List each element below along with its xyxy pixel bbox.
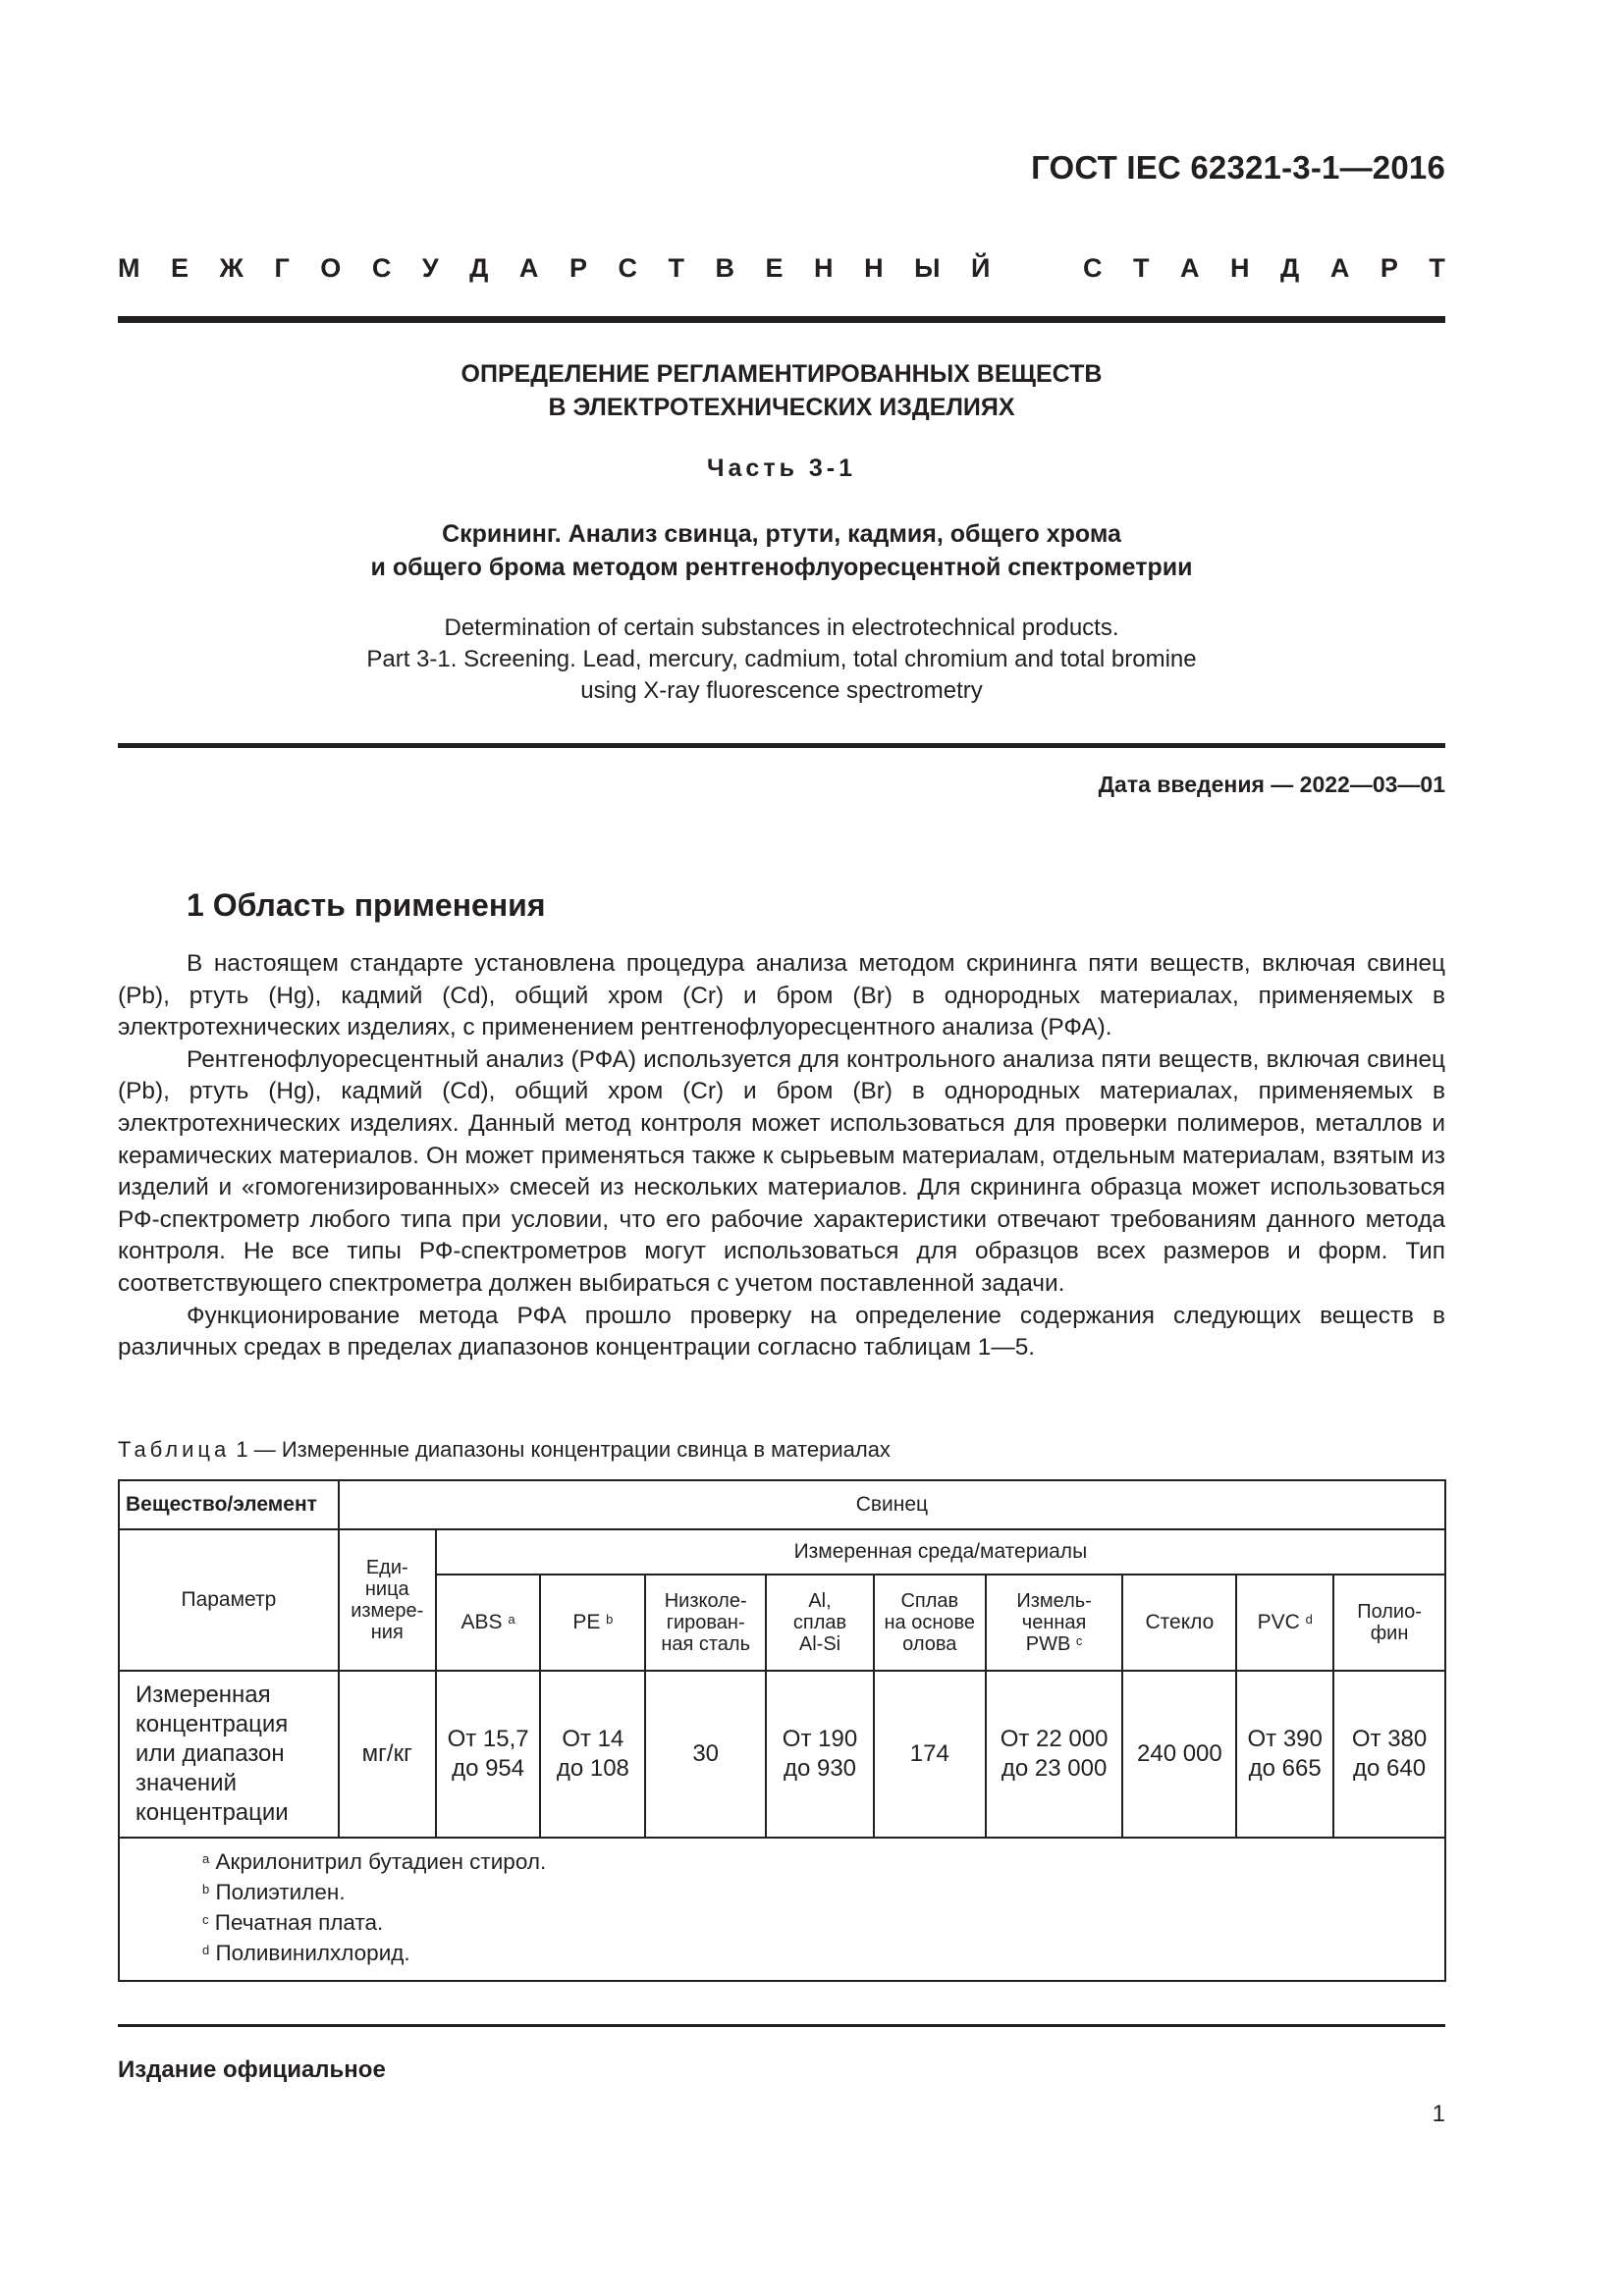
value-cell [1236, 1671, 1333, 1838]
value-cell [436, 1671, 541, 1838]
media-name-line: Al, [808, 1590, 832, 1612]
introduction-date: Дата введения — 2022—03—01 [1098, 772, 1445, 797]
value-line: до 640 [1353, 1755, 1427, 1782]
unit-header-line: ница [364, 1578, 409, 1600]
english-title-line: Determination of certain substances in electrotechnical products. [444, 614, 1119, 641]
table-row [119, 1671, 1445, 1838]
standard-kind-letter: Й [971, 253, 991, 283]
footnote-mark: a [508, 1612, 515, 1627]
standard-kind-letter: Е [765, 253, 784, 283]
media-name: PE [572, 1611, 601, 1633]
paragraph: Рентгенофлуоресцентный анализ (РФА) используется для контрольного анализа пяти веществ, включая свинец (Pb), ртуть (Hg), кадмий (Cd), общий хром (Cr) и бром (Br) в однородных материалах, применяемых в электротехнических изделиях. Данный метод контроля может использоваться для проверки полимеров, металлов и керамических материалов. Он может применяться также к сырьевым материалам, отдельным материалам, взятым из изделий и «гомогенизированных» смесей из нескольких материалов. Для скрининга образца может использоваться РФ-спектрометр любого типа при условии, что его рабочие характеристики отвечают требованиям данного метода контроля. Не все типы РФ-спектрометров могут использоваться для образцов всех размеров и форм. Тип соответствующего спектрометра должен выбираться с учетом поставленной задачи. [118, 1045, 1445, 1297]
standard-kind-letter: А [1180, 253, 1200, 283]
media-name-line: Al-Si [798, 1633, 841, 1655]
parameter-line: Измеренная [135, 1682, 271, 1708]
parameter-line: концентрации [135, 1799, 289, 1826]
value-line: 174 [909, 1740, 949, 1767]
unit-header-line: измере- [351, 1600, 424, 1622]
footnote-text: Полиэтилен. [215, 1880, 346, 1904]
footnote-mark: d [202, 1943, 210, 1957]
value-line: От 22 000 [1000, 1726, 1109, 1752]
parameter-line: значений [135, 1770, 237, 1796]
table-caption [118, 1437, 891, 1463]
media-name-line: Измель- [1016, 1590, 1092, 1612]
footnote-mark: a [202, 1851, 210, 1866]
table-footnotes [119, 1838, 1445, 1981]
standard-kind-letter: Д [469, 253, 489, 283]
footnote [202, 1877, 1444, 1907]
footnote-mark: b [606, 1612, 614, 1627]
lead-concentration-table [118, 1479, 1446, 1982]
value-cell [766, 1671, 874, 1838]
footnote [202, 1907, 1444, 1938]
standard-kind-letter: О [320, 253, 342, 283]
title-line: ОПРЕДЕЛЕНИЕ РЕГЛАМЕНТИРОВАННЫХ ВЕЩЕСТВ [460, 360, 1103, 388]
standard-kind-letter: Р [568, 253, 587, 283]
title-line: В ЭЛЕКТРОТЕХНИЧЕСКИХ ИЗДЕЛИЯХ [548, 394, 1015, 421]
value-cell [645, 1671, 766, 1838]
standard-kind-letter: У [421, 253, 439, 283]
standard-kind-letter: Д [1280, 253, 1300, 283]
footer-divider [118, 2024, 1445, 2027]
standard-kind-letter: Т [1429, 253, 1445, 283]
value-line: до 108 [556, 1755, 629, 1782]
standard-kind-letter: Н [864, 253, 884, 283]
media-header: Измеренная среда/материалы [436, 1529, 1445, 1575]
media-header-cell [645, 1575, 766, 1671]
value-line: От 14 [562, 1726, 624, 1752]
table-row [119, 1838, 1445, 1981]
value-line: 30 [692, 1740, 720, 1767]
edition-label: Издание официальное [118, 2056, 386, 2083]
footnote [202, 1938, 1444, 1968]
substance-name: Свинец [339, 1480, 1445, 1529]
media-header-cell [436, 1575, 541, 1671]
paragraph: В настоящем стандарте установлена процедура анализа методом скрининга пяти веществ, включая свинец (Pb), ртуть (Hg), кадмий (Cd), общий хром (Cr) и бром (Br) в однородных материалах, применяемых в электротехнических изделиях, с применением рентгенофлуоресцентного анализа (РФА). [118, 950, 1445, 1041]
media-header-cell [986, 1575, 1123, 1671]
paragraph: Функционирование метода РФА прошло проверку на определение содержания следующих веществ в различных средах в пределах диапазонов концентрации согласно таблицам 1—5. [118, 1302, 1445, 1362]
value-line: От 390 [1247, 1726, 1323, 1752]
title-divider [118, 743, 1445, 748]
document-title [118, 357, 1445, 424]
substance-header: Вещество/элемент [119, 1480, 339, 1529]
value-line: до 954 [452, 1755, 525, 1782]
value-line: От 190 [782, 1726, 858, 1752]
parameter-header: Параметр [119, 1529, 339, 1671]
value-cell [1122, 1671, 1236, 1838]
english-title-line: using X-ray fluorescence spectrometry [580, 677, 983, 704]
media-name: Стекло [1145, 1611, 1215, 1633]
part-label: Часть 3-1 [706, 454, 857, 482]
unit-header-line: Еди- [365, 1557, 408, 1578]
media-name-line: ная сталь [661, 1633, 751, 1655]
footnote-text: Акрилонитрил бутадиен стирол. [215, 1849, 547, 1874]
subtitle-line: и общего брома методом рентгенофлуоресцентной спектрометрии [370, 554, 1193, 581]
parameter-line: концентрация [135, 1711, 289, 1737]
table-caption-text: 1 — Измеренные диапазоны концентрации свинца в материалах [236, 1437, 891, 1462]
unit-header-line: ния [370, 1622, 404, 1643]
header-divider [118, 316, 1445, 323]
media-header-cell [1333, 1575, 1445, 1671]
media-header-cell [766, 1575, 874, 1671]
footnote-text: Поливинилхлорид. [215, 1941, 410, 1965]
standard-kind-heading [118, 253, 1445, 284]
media-header-cell [1236, 1575, 1333, 1671]
page-number: 1 [1432, 2101, 1445, 2127]
media-header-cell [1122, 1575, 1236, 1671]
standard-kind-letter: Т [1133, 253, 1150, 283]
footnote-mark: b [202, 1882, 210, 1896]
document-code: ГОСТ IEC 62321-3-1—2016 [1031, 149, 1445, 186]
value-cell [540, 1671, 645, 1838]
media-name-line: Полио- [1357, 1601, 1422, 1623]
value-line: до 665 [1248, 1755, 1322, 1782]
media-header-cell [540, 1575, 645, 1671]
media-name-line [990, 1633, 1119, 1655]
value-line: до 930 [783, 1755, 857, 1782]
unit-cell: мг/кг [339, 1671, 436, 1838]
media-header-cell [874, 1575, 986, 1671]
standard-kind-letter: А [518, 253, 539, 283]
standard-kind-letter: Н [814, 253, 834, 283]
value-cell [1333, 1671, 1445, 1838]
media-name-line: Сплав [900, 1590, 959, 1612]
value-line: 240 000 [1137, 1740, 1222, 1767]
document-subtitle [118, 517, 1445, 584]
media-name-line: Низколе- [664, 1590, 747, 1612]
standard-kind-letter: Р [1380, 253, 1398, 283]
section-heading: 1 Область применения [187, 887, 546, 923]
standard-kind-letter: Ы [914, 253, 941, 283]
footnote-mark: c [1075, 1633, 1083, 1648]
standard-kind-letter: Н [1230, 253, 1250, 283]
unit-header [339, 1529, 436, 1671]
table-row [119, 1529, 1445, 1575]
media-name-line: гирован- [666, 1612, 745, 1633]
table-caption-label: Таблица [118, 1437, 231, 1462]
subtitle-line: Скрининг. Анализ свинца, ртути, кадмия, общего хрома [442, 520, 1121, 548]
standard-kind-letter: С [371, 253, 392, 283]
footnote-mark: c [202, 1912, 209, 1927]
english-title [118, 613, 1445, 707]
media-name-line: фин [1370, 1623, 1409, 1644]
value-line: до 23 000 [1001, 1755, 1108, 1782]
value-cell [986, 1671, 1123, 1838]
standard-kind-letter: С [1082, 253, 1103, 283]
parameter-line: или диапазон [135, 1740, 285, 1767]
footnote [202, 1846, 1444, 1877]
media-name: PVC [1257, 1611, 1300, 1633]
section-body [118, 948, 1445, 1364]
media-name-line: на основе [884, 1612, 976, 1633]
standard-kind-letter: Ж [219, 253, 244, 283]
media-name-line: сплав [792, 1612, 847, 1633]
english-title-line: Part 3-1. Screening. Lead, mercury, cadmium, total chromium and total bromine [366, 646, 1197, 672]
table-row [119, 1480, 1445, 1529]
standard-kind-letter: Т [668, 253, 684, 283]
media-name-line: олова [902, 1633, 957, 1655]
value-cell [874, 1671, 986, 1838]
standard-kind-letter: Е [171, 253, 189, 283]
media-name: PWB [1025, 1633, 1071, 1655]
standard-kind-letter: А [1329, 253, 1350, 283]
footnote-text: Печатная плата. [214, 1910, 384, 1935]
parameter-cell [119, 1671, 339, 1838]
media-name-line: ченная [1021, 1612, 1087, 1633]
standard-kind-letter: М [118, 253, 140, 283]
footnote-mark: d [1305, 1612, 1313, 1627]
value-line: От 380 [1351, 1726, 1428, 1752]
media-name: ABS [460, 1611, 503, 1633]
standard-kind-letter: В [715, 253, 734, 283]
standard-kind-letter: С [618, 253, 637, 283]
value-line: От 15,7 [447, 1726, 529, 1752]
standard-kind-letter: Г [274, 253, 290, 283]
